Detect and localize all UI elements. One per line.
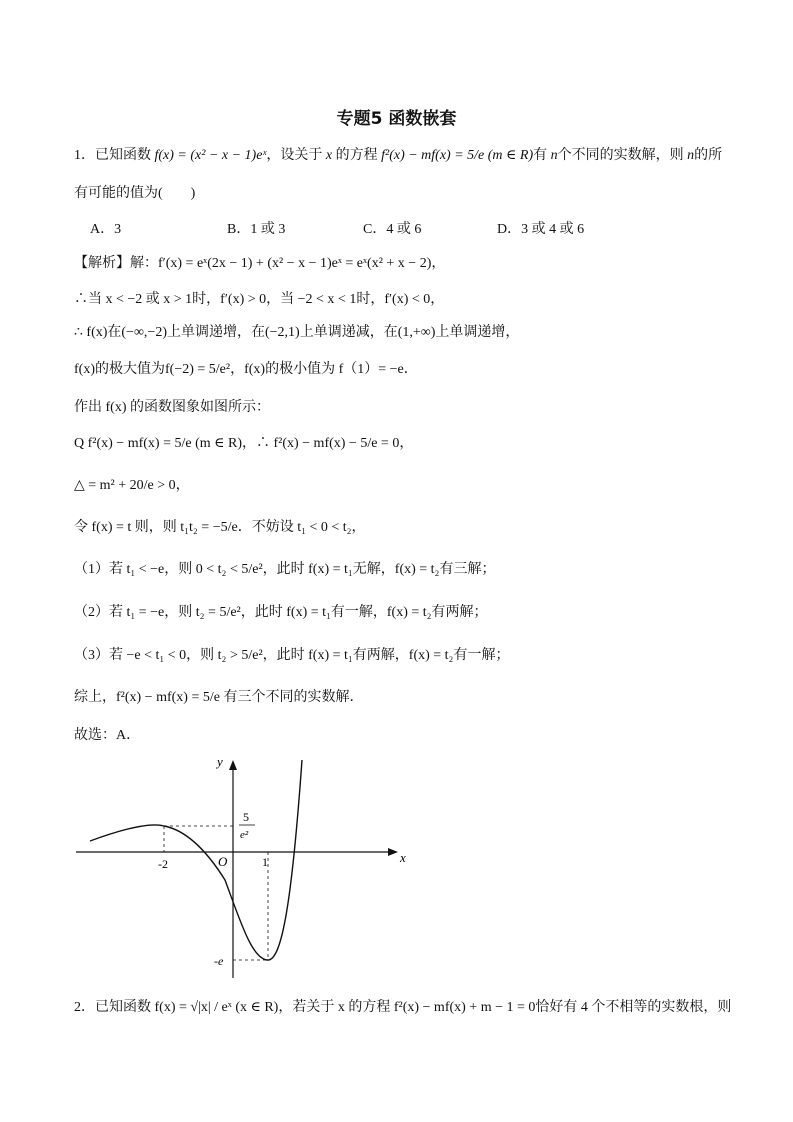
function-curve (90, 760, 302, 960)
x-axis-arrow-icon (388, 848, 398, 856)
question-2-line-1 (74, 998, 731, 1018)
min-value-label: -e (214, 954, 224, 968)
option-d: D．3 或 4 或 6 (497, 222, 585, 237)
page-title: 专题5 函数嵌套 (336, 109, 457, 129)
question-number: 2． (74, 1000, 95, 1015)
question-text: 个不同的实数解，则 (557, 148, 684, 163)
tick-label-1: 1 (262, 855, 268, 869)
solution-case-1: （1）若 t₁ < −e，则 0 < t₂ < 5/e²，此时 f(x) = t₁无解，f(x) = t₂有三解； (74, 562, 496, 577)
option-a: A．3 (90, 222, 122, 237)
solution-line-5: 作出 f(x) 的函数图象如图所示： (74, 400, 270, 415)
solution-text: 解：f′(x) = eˣ(2x − 1) + (x² − x − 1)eˣ = eˣ(x² + x − 2)， (130, 256, 446, 271)
solution-text: f(−2) = 5/e²，f(x)的极小值为 f（1）= −e． (165, 362, 418, 377)
question-1-line-2: 有可能的值为( ) (74, 186, 196, 201)
question-text: 已知函数 (95, 148, 151, 163)
solution-line-2: ∴当 x < −2 或 x > 1时，f′(x) > 0，当 −2 < x < 1时，f′(x) < 0， (74, 292, 445, 307)
option-c: C．4 或 6 (363, 222, 422, 237)
variable-n: n (687, 148, 695, 163)
solution-case-3: （3）若 −e < t₁ < 0，则 t₂ > 5/e²，此时 f(x) = t₁有两解，f(x) = t₂有一解； (74, 648, 510, 663)
origin-label: O (218, 854, 228, 869)
y-axis-label: y (217, 754, 223, 769)
question-text: 的所 (694, 148, 723, 163)
solution-line-3: ∴ f(x)在(−∞,−2)上单调递增，在(−2,1)上单调递减，在(1,+∞)上单调递增， (74, 325, 520, 340)
x-axis-label: x (400, 850, 406, 865)
solution-case-2: （2）若 t₁ = −e，则 t₂ = 5/e²，此时 f(x) = t₁有一解，f(x) = t₂有两解； (74, 605, 488, 620)
tick-label-neg2: -2 (158, 857, 168, 871)
solution-line-7: △ = m² + 20/e > 0， (74, 478, 190, 493)
max-value-denominator: e² (240, 829, 249, 841)
question-text: 的方程 (335, 148, 378, 163)
option-b: B．1 或 3 (227, 222, 286, 237)
variable-x: x (325, 148, 333, 163)
question-text: ，设关于 (266, 148, 323, 163)
y-axis-arrow-icon (229, 760, 237, 770)
solution-answer: 故选：A． (74, 728, 141, 743)
solution-line-8: 令 f(x) = t 则，则 t₁t₂ = −5/e．不妨设 t₁ < 0 < t₂， (74, 520, 366, 535)
solution-summary: 综上，f²(x) − mf(x) = 5/e 有三个不同的实数解． (74, 690, 364, 705)
max-value-numerator: 5 (243, 810, 249, 824)
solution-line-6: Q f²(x) − mf(x) = 5/e (m ∈ R)，∴ f²(x) − mf(x) − 5/e = 0， (74, 436, 414, 451)
question-text: 有 (533, 148, 548, 163)
solution-label: 【解析】 (74, 256, 130, 271)
question-text: 已知函数 f(x) = √|x| / eˣ (x ∈ R)，若关于 x 的方程 f²(x) − mf(x) + m − 1 = 0恰好有 4 个不相等的实数根，则 (95, 1000, 732, 1015)
solution-text: f(x)的极大值为 (74, 362, 165, 377)
variable-n: n (550, 148, 558, 163)
equation: f²(x) − mf(x) = 5/e (m ∈ R) (381, 148, 534, 163)
function-definition: f(x) = (x² − x − 1)eˣ (154, 148, 267, 163)
question-number: 1． (74, 148, 95, 163)
